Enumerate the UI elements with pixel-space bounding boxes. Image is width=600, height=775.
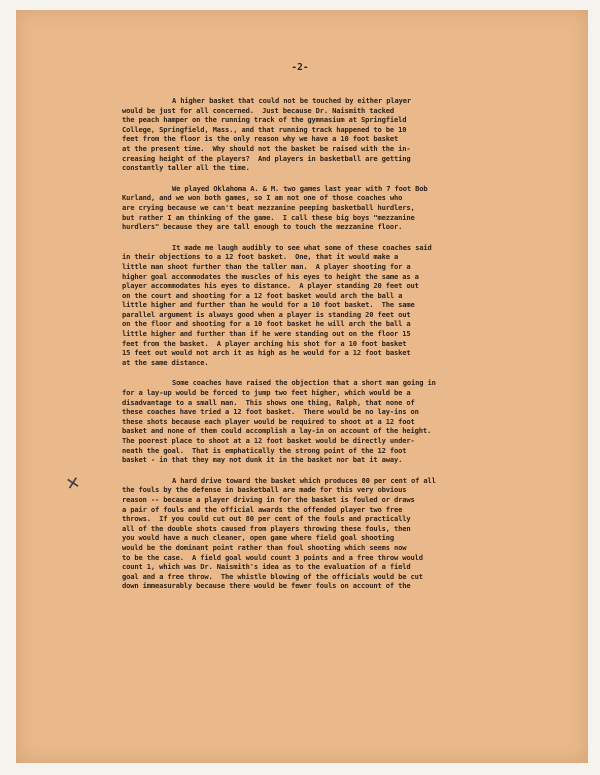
text-line: College, Springfield, Mass., and that running track happened to be 10 xyxy=(122,124,407,134)
text-line: these coaches have tried a 12 foot basket. There would be no lay-ins on xyxy=(122,407,419,417)
text-line: feet from the basket. A player arching his shot for a 10 foot basket xyxy=(122,338,407,348)
text-line: are crying because we can't beat mezzanine peeping basketball hurdlers, xyxy=(122,202,415,212)
text-line: you would have a much cleaner, open game where field goal shooting xyxy=(122,533,394,543)
paragraph xyxy=(122,243,542,368)
text-line: disadvantage to a small man. This shows one thing, Ralph, that none of xyxy=(122,397,415,407)
text-line: Some coaches have raised the objection that a short man going in xyxy=(172,378,436,388)
text-line: higher goal accommodates the muscles of his eyes to height the same as a xyxy=(122,271,419,281)
text-line: The poorest place to shoot at a 12 foot basket would be directly under- xyxy=(122,436,415,445)
text-line: parallel argument is always good when a player is standing 20 feet out xyxy=(122,309,411,319)
handwritten-x-mark: ✕ xyxy=(64,472,83,496)
text-line: feet from the floor is the only reason why we have a 10 foot basket xyxy=(122,134,399,144)
paragraph xyxy=(122,378,542,464)
text-line: in their objections to a 12 foot basket. One, that it would make a xyxy=(122,252,399,262)
text-line: down immeasurably because there would be fewer fouls on account of the xyxy=(122,581,411,591)
text-line: on the court and shooting for a 12 foot basket would arch the ball a xyxy=(122,290,403,300)
text-line: A hard drive toward the basket which produces 80 per cent of all xyxy=(172,475,436,485)
text-line: for a lay-up would be forced to jump two feet higher, which would be a xyxy=(122,388,411,398)
paragraph xyxy=(122,476,542,591)
text-line: hurdlers" because they are tall enough to touch the mezzanine floor. xyxy=(122,222,403,232)
text-line: We played Oklahoma A. & M. two games last year with 7 foot Bob xyxy=(172,183,428,193)
text-line: these shots because each player would be required to shoot at a 12 foot xyxy=(122,416,415,426)
text-line: but rather I am thinking of the game. I call these big boys "mezzanine xyxy=(122,212,415,222)
text-line: A higher basket that could not be touched by either player xyxy=(172,96,412,105)
text-line: throws. If you could cut out 80 per cent of the fouls and practically xyxy=(122,514,411,524)
text-line: the peach hamper on the running track of the gymnasium at Springfield xyxy=(122,115,407,125)
text-line: creasing height of the players? And players in basketball are getting xyxy=(122,153,411,163)
text-line: would be the dominant point rather than foul shooting which seems now xyxy=(122,542,407,552)
text-line: at the present time. Why should not the basket be raised with the in- xyxy=(122,143,411,153)
text-line: to be the case. A field goal would count 3 points and a free throw would xyxy=(122,552,423,562)
text-line: constantly taller all the time. xyxy=(122,163,250,173)
text-line: little higher and further than he would for a 10 foot basket. The same xyxy=(122,300,415,310)
text-line: Kurland, and we won both games, so I am not one of those coaches who xyxy=(122,193,403,203)
text-line: 15 feet out would not arch it as high as he would for a 12 foot basket xyxy=(122,348,411,358)
text-line: would be just for all concerned. Just because Dr. Naismith tacked xyxy=(122,105,394,115)
text-line: It made me laugh audibly to see what some of these coaches said xyxy=(172,242,432,252)
letter-body xyxy=(122,96,542,602)
text-line: little higher and further than if he were standing out on the floor 15 xyxy=(122,329,411,339)
text-line: goal and a free throw. The whistle blowing of the officials would be cut xyxy=(122,571,423,581)
paragraph xyxy=(122,96,542,173)
text-line: a pair of fouls and the official awards the offended player two free xyxy=(122,504,403,514)
text-line: little man shoot further than the taller man. A player shooting for a xyxy=(122,261,411,271)
text-line: at the same distance. xyxy=(122,357,209,367)
text-line: neath the goal. That is emphatically the strong point of the 12 foot xyxy=(122,445,407,455)
text-line: on the floor and shooting for a 10 foot basket he will arch the ball a xyxy=(122,319,411,329)
text-line: all of the double shots caused from players throwing these fouls, then xyxy=(122,523,411,533)
text-line: count 1, which was Dr. Naismith's idea as to the evaluation of a field xyxy=(122,562,411,572)
text-line: the fouls by the defense in basketball are made for this very obvious xyxy=(122,485,407,495)
paragraph xyxy=(122,184,542,232)
text-line: player accommodates his eyes to distance. A player standing 20 feet out xyxy=(122,281,419,291)
text-line: reason -- because a player driving in for the basket is fouled or draws xyxy=(122,494,415,504)
text-line: basket and none of them could accomplish a lay-in on account of the height. xyxy=(122,426,432,436)
text-line: basket - in that they may not dunk it in the basket nor bat it away. xyxy=(122,455,403,465)
page-number: -2- xyxy=(291,62,309,73)
